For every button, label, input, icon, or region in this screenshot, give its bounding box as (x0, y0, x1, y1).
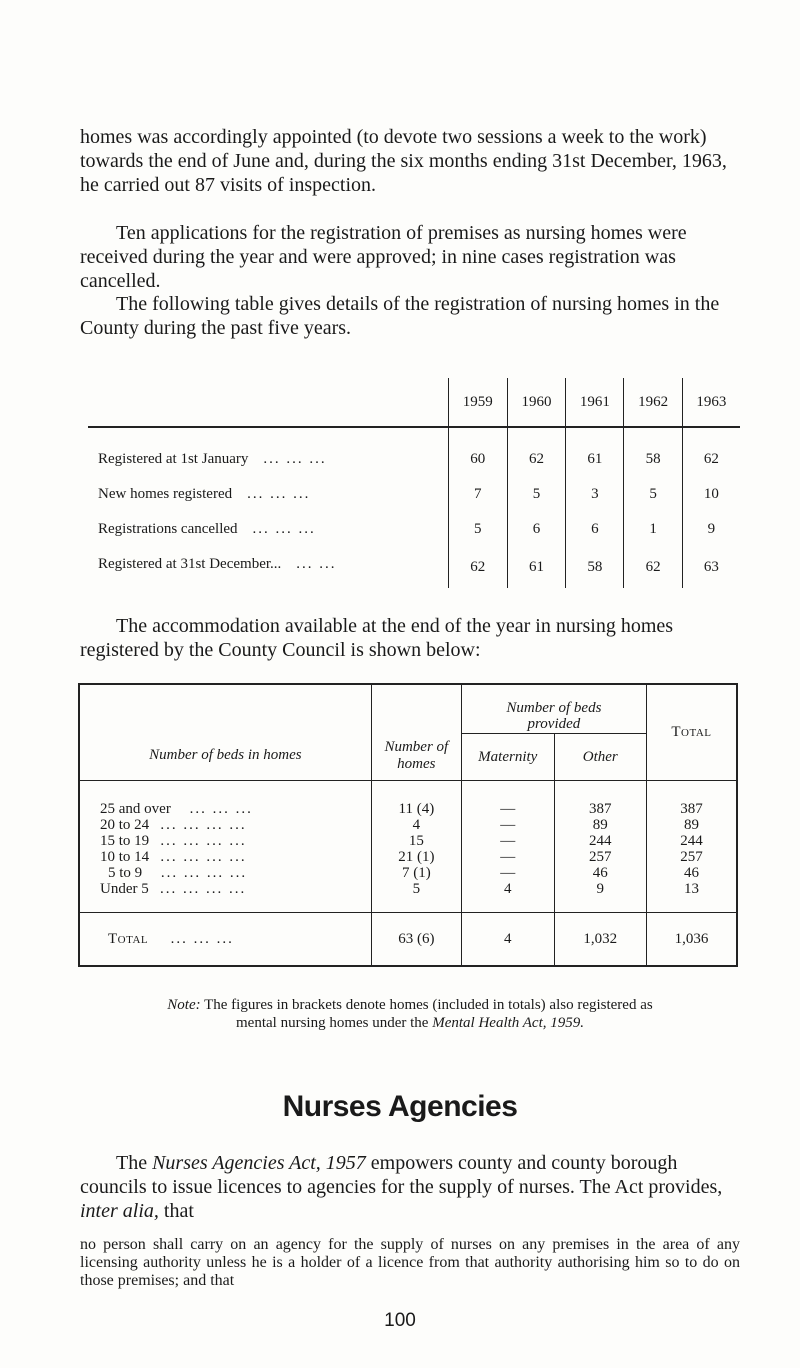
cell: 62 (682, 427, 740, 477)
total-total: 1,036 (646, 913, 737, 967)
cell: 10 (682, 477, 740, 512)
cell: 62 (507, 427, 565, 477)
cell: 62 (448, 547, 507, 588)
row-label: 10 to 14 ... ... ... ... (100, 849, 247, 865)
table-row (88, 427, 740, 477)
accommodation-table (78, 683, 738, 967)
year-header: 1962 (624, 378, 682, 427)
table-row (79, 833, 737, 849)
total-maternity: 4 (461, 913, 554, 967)
cell-total: 89 (646, 817, 737, 833)
paragraph-nurses-agencies: The Nurses Agencies Act, 1957 empowers county and county borough councils to issue licences to agencies for the supply of nurses. The Act provides, inter alia, that (80, 1152, 723, 1222)
row-label: Registrations cancelled ... ... ... (98, 521, 316, 537)
cell-other: 46 (554, 865, 646, 881)
row-label: Registered at 1st January ... ... ... (98, 451, 327, 467)
table-row (79, 849, 737, 865)
cell-homes: 15 (371, 833, 461, 849)
cell: 3 (566, 477, 624, 512)
accommodation-table-header (79, 684, 737, 734)
cell-maternity: — (461, 849, 554, 865)
header-homes: Number of homes (371, 684, 461, 781)
year-header: 1959 (448, 378, 507, 427)
header-beds: Number of beds in homes (149, 747, 302, 763)
cell-homes: 7 (1) (371, 865, 461, 881)
cell: 7 (448, 477, 507, 512)
cell-homes: 21 (1) (371, 849, 461, 865)
cell-maternity: — (461, 865, 554, 881)
cell-other: 89 (554, 817, 646, 833)
registration-table-header (88, 378, 740, 427)
table-row (88, 512, 740, 547)
table-row (88, 547, 740, 588)
cell: 58 (624, 427, 682, 477)
paragraph-table-intro: The following table gives details of the registration of nursing homes in the County during the past five years. (80, 293, 720, 339)
header-other: Other (554, 734, 646, 781)
page-number: 100 (384, 1310, 416, 1331)
cell: 61 (566, 427, 624, 477)
cell-other: 387 (554, 801, 646, 817)
cell-homes: 5 (371, 881, 461, 897)
cell-other: 9 (554, 881, 646, 897)
cell-homes: 4 (371, 817, 461, 833)
row-label: New homes registered ... ... ... (98, 486, 311, 502)
header-blank (88, 378, 448, 427)
note-act: Mental Health Act, 1959. (432, 1015, 584, 1031)
cell: 5 (448, 512, 507, 547)
quotation: no person shall carry on an agency for the supply of nurses on any premises in the area of any licensing authority unless he is a holder of a licence from that authority authorising him so to do on those premises; and that (80, 1236, 740, 1289)
header-maternity: Maternity (461, 734, 554, 781)
cell-maternity: — (461, 833, 554, 849)
row-label: 20 to 24 ... ... ... ... (100, 817, 247, 833)
cell-total: 387 (646, 801, 737, 817)
table-row (88, 477, 740, 512)
total-homes: 63 (6) (371, 913, 461, 967)
row-label: 15 to 19 ... ... ... ... (100, 833, 247, 849)
total-row (79, 913, 737, 967)
table-row (79, 865, 737, 881)
paragraph-accommodation: The accommodation available at the end of the year in nursing homes registered by the County Council is shown below: (80, 615, 674, 661)
cell: 6 (566, 512, 624, 547)
cell-total: 13 (646, 881, 737, 897)
registration-table (88, 378, 740, 588)
year-header: 1960 (507, 378, 565, 427)
paragraph-inspections: homes was accordingly appointed (to devote two sessions a week to the work) towards the end of June and, during the six months ending 31st December, 1963, he carried out 87 visits of inspection. (80, 126, 727, 196)
cell: 61 (507, 547, 565, 588)
note-text: The figures in brackets denote homes (included in totals) also registered as mental nursing homes under the (204, 997, 653, 1031)
cell-maternity: — (461, 817, 554, 833)
cell-homes: 11 (4) (371, 801, 461, 817)
row-label: Registered at 31st December... ... ... (98, 556, 337, 572)
header-total: Total (646, 684, 737, 781)
cell: 1 (624, 512, 682, 547)
paragraph-applications: Ten applications for the registration of premises as nursing homes were received during the year and were approved; in nine cases registration was cancelled. (80, 222, 687, 292)
total-label: Total ... ... ... (79, 913, 371, 967)
cell-other: 257 (554, 849, 646, 865)
cell-maternity: — (461, 801, 554, 817)
cell: 63 (682, 547, 740, 588)
cell: 58 (566, 547, 624, 588)
cell: 5 (624, 477, 682, 512)
cell: 9 (682, 512, 740, 547)
year-header: 1961 (566, 378, 624, 427)
row-label: 5 to 9 ... ... ... ... (108, 865, 248, 881)
section-title: Nurses Agencies (282, 1090, 518, 1123)
cell-other: 244 (554, 833, 646, 849)
cell: 62 (624, 547, 682, 588)
header-beds-provided: Number of beds provided (461, 684, 646, 734)
year-header: 1963 (682, 378, 740, 427)
table-row (79, 801, 737, 817)
row-label: 25 and over ... ... ... (100, 801, 253, 817)
table-row (79, 881, 737, 897)
cell-total: 244 (646, 833, 737, 849)
cell: 6 (507, 512, 565, 547)
cell-total: 46 (646, 865, 737, 881)
cell: 60 (448, 427, 507, 477)
table-row (79, 817, 737, 833)
note-prefix: Note: (167, 997, 201, 1013)
total-other: 1,032 (554, 913, 646, 967)
cell: 5 (507, 477, 565, 512)
cell-total: 257 (646, 849, 737, 865)
cell-maternity: 4 (461, 881, 554, 897)
row-label: Under 5 ... ... ... ... (100, 881, 247, 897)
table-note (160, 996, 660, 1032)
